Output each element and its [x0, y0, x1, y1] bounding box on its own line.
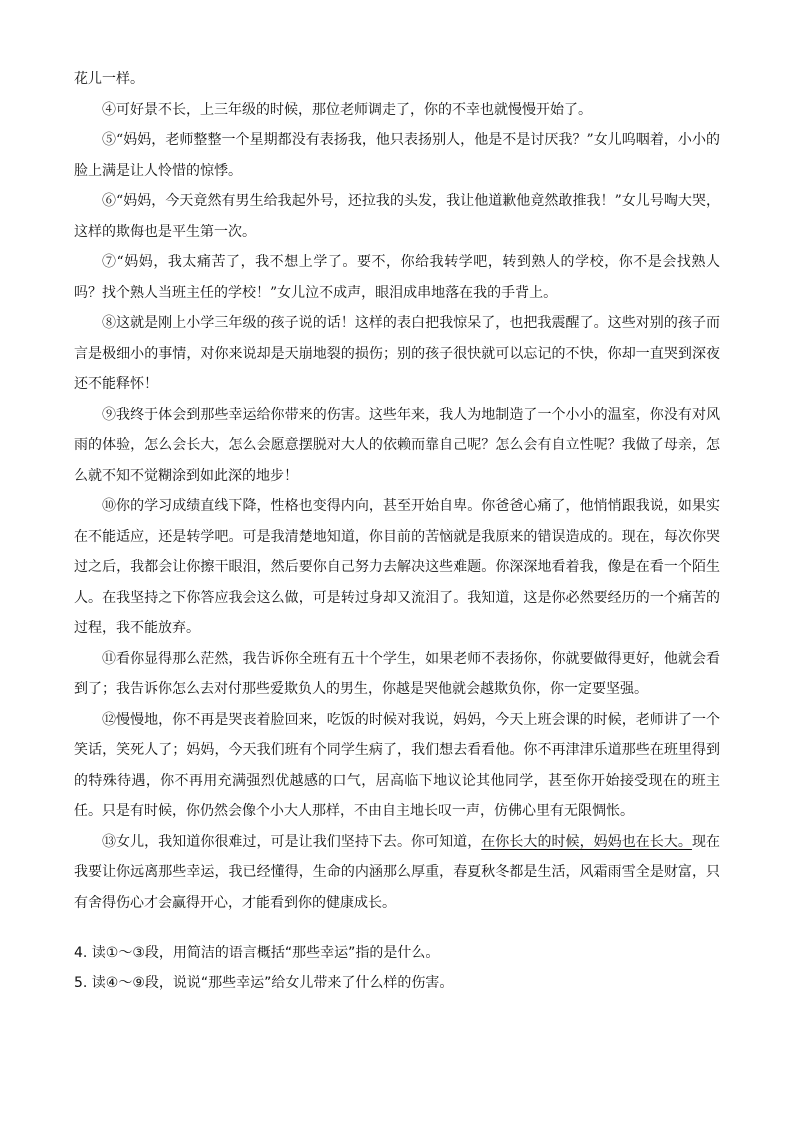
article-body — [74, 64, 720, 918]
question-4: 4. 读①～③段，用简洁的语言概括“那些幸运”指的是什么。 — [74, 945, 440, 961]
paragraph-8: ⑧这就是刚上小学三年级的孩子说的话！这样的表白把我惊呆了，也把我震醒了。这些对别的孩子而言是极细小的事情，对你来说却是天崩地裂的损伤；别的孩子很快就可以忘记的不快，你却一直哭到深夜还不能释怀！ — [74, 315, 720, 392]
underlined-sentence: 在你长大的时候，妈妈也在长大。 — [481, 833, 692, 850]
question-list — [74, 938, 720, 998]
paragraph-10: ⑩你的学习成绩直线下降，性格也变得内向，甚至开始自卑。你爸爸心痛了，他悄悄跟我说，如果实在不能适应，还是转学吧。可是我清楚地知道，你目前的苦恼就是我原来的错误造成的。现在，每次你哭过之后，我都会让你擦干眼泪，然后要你自己努力去解决这些难题。你深深地看着我，像是在看一个陌生人。在我坚持之下你答应我会这么做，可是转过身却又流泪了。我知道，这是你必然要经历的一个痛苦的过程，我不能放弃。 — [74, 498, 720, 636]
paragraph-6: ⑥“妈妈，今天竟然有男生给我起外号，还拉我的头发，我让他道歉他竟然敢推我！”女儿号啕大哭，这样的欺侮也是平生第一次。 — [74, 193, 720, 240]
paragraph-12: ⑫慢慢地，你不再是哭丧着脸回来，吃饭的时候对我说，妈妈，今天上班会课的时候，老师讲了一个笑话，笑死人了；妈妈，今天我们班有个同学生病了，我们想去看看他。你不再津津乐道那些在班里得到的特殊待遇，你不再用充满强烈优越感的口气，居高临下地议论其他同学，甚至你开始接受现在的班主任。只是有时候，你仍然会像个小大人那样，不由自主地长叹一声，仿佛心里有无限惆怅。 — [74, 711, 720, 819]
paragraph-11: ⑪看你显得那么茫然，我告诉你全班有五十个学生，如果老师不表扬你，你就要做得更好，他就会看到了；我告诉你怎么去对付那些爱欺负人的男生，你越是哭他就会越欺负你，你一定要坚强。 — [74, 650, 720, 697]
paragraph-13-before: ⑬女儿，我知道你很难过，可是让我们坚持下去。你可知道， — [102, 833, 482, 850]
paragraph-13-after: 现在我要让你远离那些幸运，我已经懂得，生命的内涵那么厚重，春夏秋冬都是生活，风霜雨雪全是财富，只有舍得伤心才会赢得开心，才能看到你的健康成长。 — [74, 833, 721, 911]
paragraph-7: ⑦“妈妈，我太痛苦了，我不想上学了。要不，你给我转学吧，转到熟人的学校，你不是会找熟人吗？找个熟人当班主任的学校！”女儿泣不成声，眼泪成串地落在我的手背上。 — [74, 254, 720, 301]
paragraph-0: 花儿一样。 — [74, 71, 144, 87]
paragraph-5: ⑤“妈妈，老师整整一个星期都没有表扬我，他只表扬别人，他是不是讨厌我？”女儿呜咽着，小小的脸上满是让人怜惜的惊悸。 — [74, 132, 720, 179]
paragraph-4: ④可好景不长，上三年级的时候，那位老师调走了，你的不幸也就慢慢开始了。 — [102, 101, 592, 118]
paragraph-9: ⑨我终于体会到那些幸运给你带来的伤害。这些年来，我人为地制造了一个小小的温室，你没有对风雨的体验，怎么会长大，怎么会愿意摆脱对大人的依赖而靠自己呢？怎么会有自立性呢？我做了母亲，怎么就不知不觉糊涂到如此深的地步！ — [74, 406, 720, 484]
question-5: 5. 读④～⑨段，说说“那些幸运”给女儿带来了什么样的伤害。 — [74, 975, 454, 991]
paragraph-13 — [74, 827, 720, 919]
